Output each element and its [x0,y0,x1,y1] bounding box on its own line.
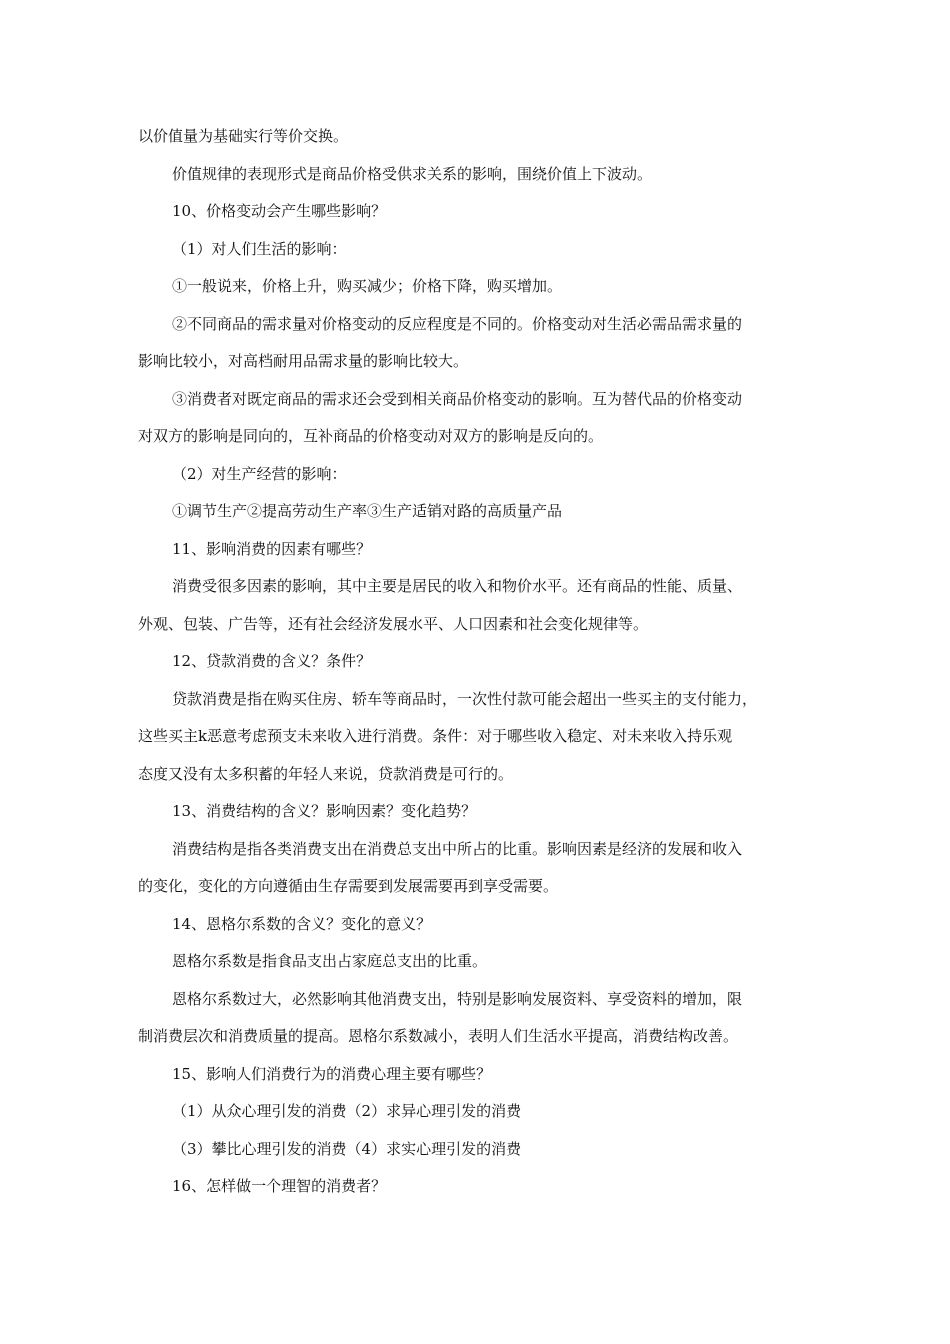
text-line: （1）从众心理引发的消费（2）求异心理引发的消费 [172,1102,522,1120]
text-line: 贷款消费是指在购买住房、轿车等商品时，一次性付款可能会超出一些买主的支付能力， [172,689,758,708]
text-line: ③消费者对既定商品的需求还会受到相关商品价格变动的影响。互为替代品的价格变动 [172,389,743,408]
question-heading: 12、贷款消费的含义？条件？ [172,652,372,670]
document-body [138,123,818,1211]
text-line: 的变化，变化的方向遵循由生存需要到发展需要再到享受需要。 [138,877,559,895]
text-line: 恩格尔系数是指食品支出占家庭总支出的比重。 [172,952,488,970]
question-heading: 16、怎样做一个理智的消费者？ [172,1177,387,1195]
sub-heading: （2）对生产经营的影响： [172,464,347,483]
text-line: 影响比较小，对高档耐用品需求量的影响比较大。 [138,352,469,370]
text-line: ①调节生产②提高劳动生产率③生产适销对路的高质量产品 [172,502,563,520]
text-line: 恩格尔系数过大，必然影响其他消费支出，特别是影响发展资料、享受资料的增加，限 [172,989,743,1008]
question-heading: 15、影响人们消费行为的消费心理主要有哪些？ [172,1064,492,1083]
text-line: 以价值量为基础实行等价交换。 [138,127,349,145]
text-line: 消费结构是指各类消费支出在消费总支出中所占的比重。影响因素是经济的发展和收入 [172,839,743,858]
text-line: 制消费层次和消费质量的提高。恩格尔系数减小，表明人们生活水平提高，消费结构改善。 [138,1027,739,1045]
text-line: ②不同商品的需求量对价格变动的反应程度是不同的。价格变动对生活必需品需求量的 [172,314,743,333]
text-line: ①一般说来，价格上升，购买减少；价格下降，购买增加。 [172,277,563,295]
question-heading: 10、价格变动会产生哪些影响？ [172,202,387,220]
text-line: 态度又没有太多积蓄的年轻人来说，贷款消费是可行的。 [138,764,514,783]
text-line: 消费受很多因素的影响，其中主要是居民的收入和物价水平。还有商品的性能、质量、 [172,577,743,595]
question-heading: 14、恩格尔系数的含义？变化的意义？ [172,914,432,933]
text-line: 外观、包装、广告等，还有社会经济发展水平、人口因素和社会变化规律等。 [138,614,649,633]
question-heading: 11、影响消费的因素有哪些？ [172,539,372,558]
sub-heading: （1）对人们生活的影响： [172,239,347,258]
text-line: 这些买主k恶意考虑预支未来收入进行消费。条件：对于哪些收入稳定、对未来收入持乐观 [138,727,733,745]
text-line: 价值规律的表现形式是商品价格受供求关系的影响，围绕价值上下波动。 [172,164,653,183]
text-line: （3）攀比心理引发的消费（4）求实心理引发的消费 [172,1139,522,1158]
text-line: 对双方的影响是同向的，互补商品的价格变动对双方的影响是反向的。 [138,427,604,445]
question-heading: 13、消费结构的含义？影响因素？变化趋势？ [172,802,477,820]
